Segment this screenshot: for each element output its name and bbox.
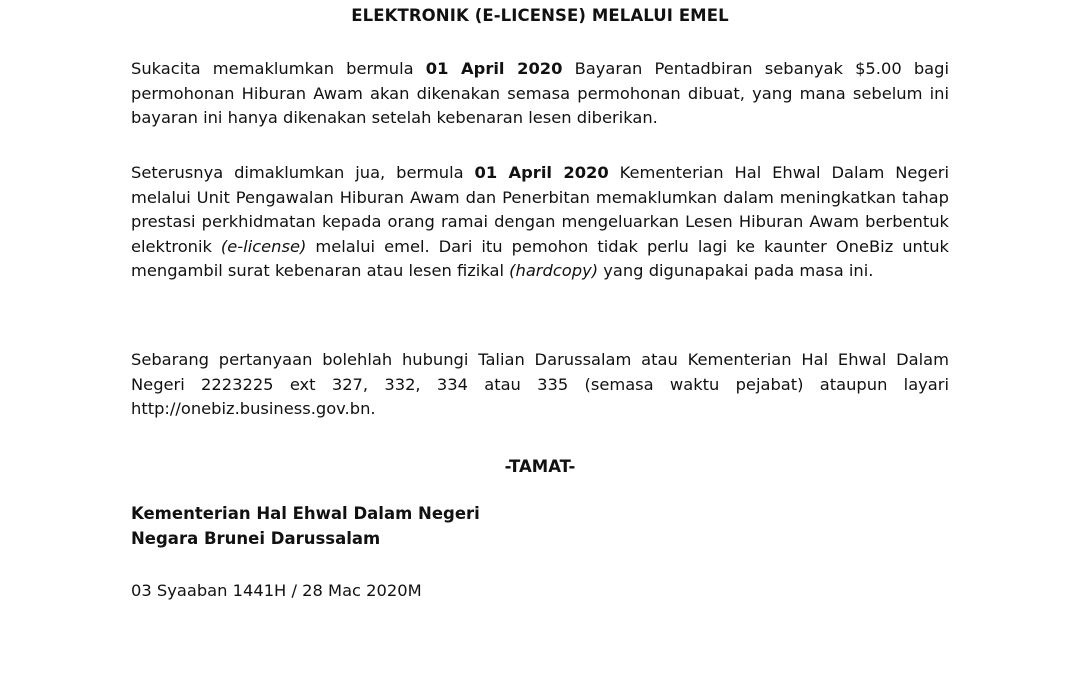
- document-date: 03 Syaaban 1441H / 28 Mac 2020M: [131, 581, 422, 600]
- paragraph-text: yang digunapakai pada masa ini.: [598, 261, 874, 281]
- date-emphasis: 01 April 2020: [474, 163, 609, 182]
- paragraph-text: Seterusnya dimaklumkan jua, bermula: [131, 163, 475, 182]
- paragraph-admin-fee: [131, 57, 949, 131]
- signature-ministry: Kementerian Hal Ehwal Dalam Negeri: [131, 504, 480, 523]
- signature-country: Negara Brunei Darussalam: [131, 528, 381, 548]
- term-emphasis: (hardcopy): [509, 261, 599, 281]
- paragraph-text: Sukacita memaklumkan bermula: [131, 59, 426, 78]
- document-heading: ELEKTRONIK (E-LICENSE) MELALUI EMEL: [351, 6, 729, 25]
- date-emphasis: 01 April 2020: [425, 59, 563, 78]
- end-marker: -TAMAT-: [504, 457, 576, 476]
- paragraph-text: melalui emel. Dari itu pemohon tidak perlu lagi ke kaunter OneBiz untuk mengambil surat kebenaran atau lesen fizikal: [131, 236, 949, 281]
- paragraph-contact: [131, 348, 949, 422]
- paragraph-text: Sebarang pertanyaan bolehlah hubungi Talian Darussalam atau Kementerian Hal Ehwal Dalam Negeri 2223225 ext 327, 332, 334 atau 335 (semasa waktu pejabat) ataupun layari http://onebiz.business.gov.bn.: [131, 350, 949, 419]
- term-emphasis: (e-license): [220, 236, 307, 256]
- paragraph-text: Kementerian Hal Ehwal Dalam Negeri melalui Unit Pengawalan Hiburan Awam dan Penerbitan memaklumkan dalam meningkatkan tahap prestasi perkhidmatan kepada orang ramai dengan mengeluarkan Lesen Hiburan Awam berbentuk elektronik: [131, 163, 949, 256]
- paragraph-e-license: [131, 161, 949, 284]
- document-page: [131, 0, 949, 675]
- signature-block: [131, 502, 480, 551]
- paragraph-text: Bayaran Pentadbiran sebanyak $5.00 bagi permohonan Hiburan Awam akan dikenakan semasa permohonan dibuat, yang mana sebelum ini bayaran ini hanya dikenakan setelah kebenaran lesen diberikan.: [131, 59, 949, 128]
